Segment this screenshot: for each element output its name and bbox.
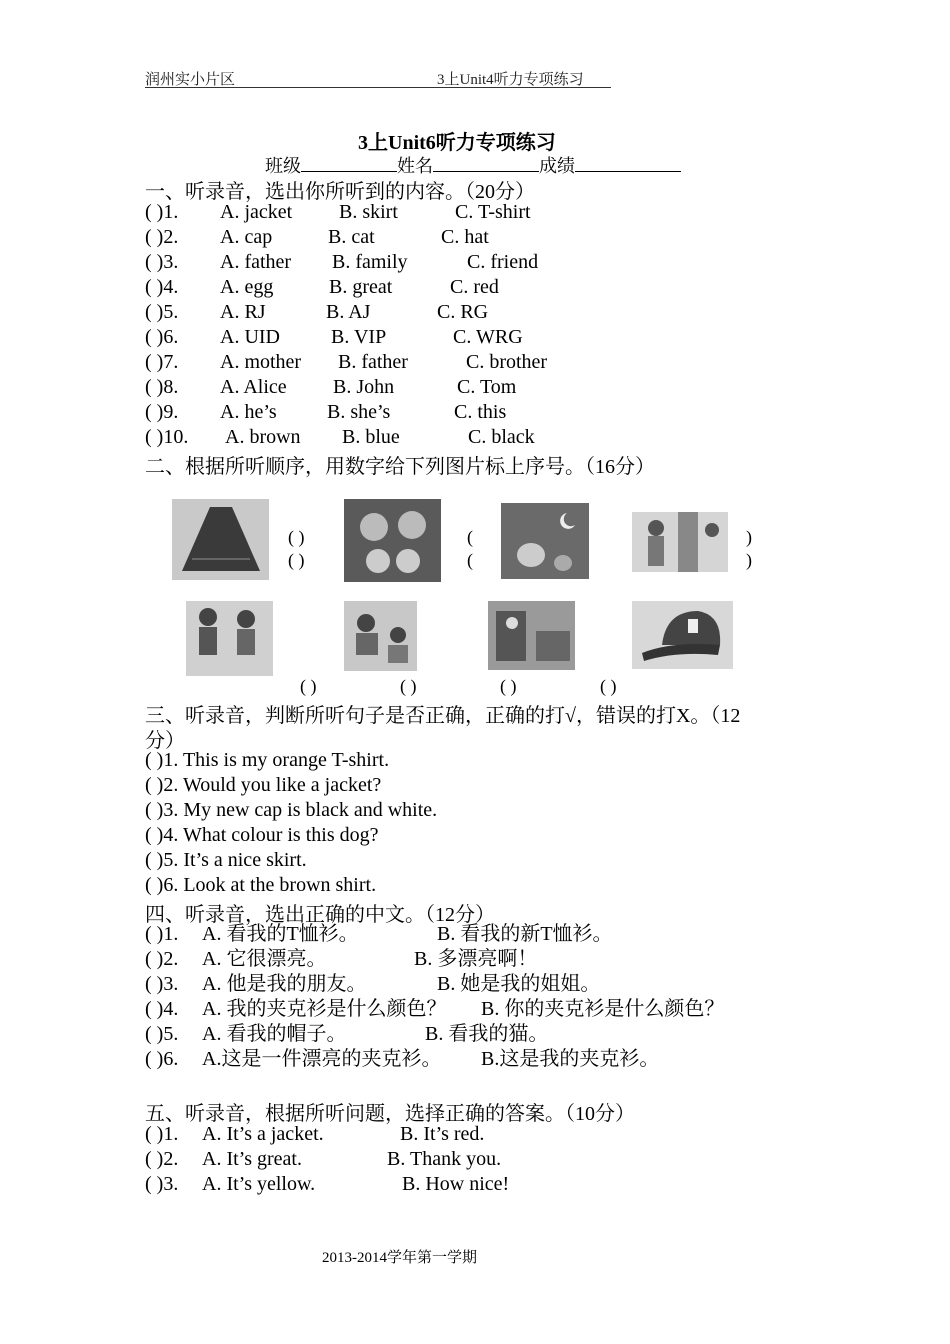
paren-5[interactable]: ( )	[300, 676, 317, 696]
paren-7[interactable]: ( )	[500, 676, 517, 696]
section4-heading: 四、听录音，选出正确的中文。（12分）	[145, 904, 495, 926]
answer-paren[interactable]: ( )6.	[145, 326, 179, 348]
answer-paren[interactable]: ( )3.	[145, 251, 179, 273]
section3-heading: 三、听录音，判断所听句子是否正确，正确的打√，错误的打X。（12	[145, 705, 741, 727]
option-c: C. hat	[441, 226, 489, 248]
option-b: B. It’s red.	[400, 1123, 485, 1145]
section3-heading-cont: 分）	[145, 730, 185, 752]
two-kids-picture	[186, 601, 273, 676]
answer-paren[interactable]: ( )2.	[145, 1148, 179, 1170]
option-a: A. 看我的帽子。	[202, 1023, 347, 1045]
paren-4b[interactable]: )	[746, 550, 752, 570]
option-b: B. family	[332, 251, 408, 273]
option-a: A. UID	[220, 326, 280, 348]
option-b: B. Thank you.	[387, 1148, 502, 1170]
option-a: A. mother	[220, 351, 302, 373]
name-field[interactable]	[433, 154, 539, 172]
paren-4a[interactable]: )	[746, 527, 752, 547]
option-b: B. cat	[328, 226, 375, 248]
option-a: A. 看我的T恤衫。	[202, 923, 359, 945]
paren-1a[interactable]: ( )	[288, 527, 305, 547]
option-c: C. red	[450, 276, 499, 298]
option-b: B. 你的夹克衫是什么颜色？	[481, 998, 725, 1020]
option-a: A. he’s	[220, 401, 277, 423]
option-a: A. It’s a jacket.	[202, 1123, 324, 1145]
option-b: B. How nice!	[402, 1173, 510, 1195]
option-c: C. WRG	[453, 326, 523, 348]
option-a: A. egg	[220, 276, 274, 298]
option-b: B. 多漂亮啊！	[414, 948, 538, 970]
page-title: 3上Unit6听力专项练习	[358, 132, 556, 154]
answer-paren[interactable]: ( )1.	[145, 201, 179, 223]
answer-paren[interactable]: ( )9.	[145, 401, 179, 423]
paren-2b[interactable]: (	[467, 550, 473, 570]
option-b: B. father	[338, 351, 408, 373]
option-a: A.这是一件漂亮的夹克衫。	[202, 1048, 442, 1070]
option-c: C. T-shirt	[455, 201, 531, 223]
answer-paren[interactable]: ( )8.	[145, 376, 179, 398]
answer-paren[interactable]: ( )10.	[145, 426, 189, 448]
skirt-picture	[172, 499, 269, 580]
statement[interactable]: ( )2. Would you like a jacket?	[145, 774, 382, 796]
answer-paren[interactable]: ( )3.	[145, 1173, 179, 1195]
answer-paren[interactable]: ( )5.	[145, 301, 179, 323]
paren-2a[interactable]: (	[467, 527, 473, 547]
option-b: B. AJ	[326, 301, 371, 323]
footer-text: 2013-2014学年第一学期	[322, 1250, 477, 1266]
option-a: A. jacket	[220, 201, 293, 223]
option-b: B. 看我的新T恤衫。	[437, 923, 613, 945]
name-label: 姓名	[397, 156, 433, 176]
statement[interactable]: ( )3. My new cap is black and white.	[145, 799, 438, 821]
option-b: B. blue	[342, 426, 400, 448]
option-b: B.这是我的夹克衫。	[481, 1048, 660, 1070]
class-field[interactable]	[301, 154, 397, 172]
option-a: A. 我的夹克衫是什么颜色？	[202, 998, 447, 1020]
answer-paren[interactable]: ( )5.	[145, 1023, 179, 1045]
score-field[interactable]	[575, 154, 681, 172]
option-a: A. Alice	[220, 376, 287, 398]
paren-1b[interactable]: ( )	[288, 550, 305, 570]
option-b: B. VIP	[331, 326, 387, 348]
answer-paren[interactable]: ( )6.	[145, 1048, 179, 1070]
answer-paren[interactable]: ( )2.	[145, 948, 179, 970]
option-b: B. skirt	[339, 201, 398, 223]
night-scene-picture	[501, 503, 589, 579]
option-a: A. 他是我的朋友。	[202, 973, 367, 995]
option-a: A. brown	[225, 426, 301, 448]
score-label: 成绩	[539, 156, 575, 176]
section1-heading: 一、听录音，选出你所听到的内容。（20分）	[145, 181, 535, 203]
street-scene-picture	[488, 601, 575, 670]
option-b: B. great	[329, 276, 393, 298]
option-c: C. this	[454, 401, 507, 423]
statement[interactable]: ( )5. It’s a nice skirt.	[145, 849, 307, 871]
option-c: C. brother	[466, 351, 548, 373]
option-b: B. 看我的猫。	[425, 1023, 549, 1045]
answer-paren[interactable]: ( )4.	[145, 276, 179, 298]
option-a: A. father	[220, 251, 292, 273]
option-a: A. RJ	[220, 301, 266, 323]
answer-paren[interactable]: ( )7.	[145, 351, 179, 373]
paren-8[interactable]: ( )	[600, 676, 617, 696]
option-a: A. 它很漂亮。	[202, 948, 327, 970]
option-b: B. 她是我的姐姐。	[437, 973, 601, 995]
answer-paren[interactable]: ( )2.	[145, 226, 179, 248]
option-a: A. It’s great.	[202, 1148, 302, 1170]
answer-paren[interactable]: ( )3.	[145, 973, 179, 995]
header-left: 润州实小片区	[145, 72, 236, 88]
paren-6[interactable]: ( )	[400, 676, 417, 696]
header-divider	[145, 87, 611, 88]
answer-paren[interactable]: ( )4.	[145, 998, 179, 1020]
statement[interactable]: ( )6. Look at the brown shirt.	[145, 874, 377, 896]
option-b: B. she’s	[327, 401, 391, 423]
statement[interactable]: ( )4. What colour is this dog?	[145, 824, 379, 846]
header-right: 3上Unit4听力专项练习	[437, 72, 584, 88]
option-a: A. cap	[220, 226, 273, 248]
option-a: A. It’s yellow.	[202, 1173, 316, 1195]
option-c: C. Tom	[457, 376, 517, 398]
section5-heading: 五、听录音，根据所听问题，选择正确的答案。（10分）	[145, 1103, 635, 1125]
section2-heading: 二、根据所听顺序，用数字给下列图片标上序号。（16分）	[145, 456, 655, 478]
answer-paren[interactable]: ( )1.	[145, 1123, 179, 1145]
answer-paren[interactable]: ( )1.	[145, 923, 179, 945]
option-c: C. RG	[437, 301, 489, 323]
option-c: C. black	[468, 426, 535, 448]
option-c: C. friend	[467, 251, 539, 273]
class-label: 班级	[265, 156, 301, 176]
cap-picture	[632, 601, 733, 669]
option-b: B. John	[333, 376, 395, 398]
girls-picture	[632, 512, 728, 572]
statement[interactable]: ( )1. This is my orange T-shirt.	[145, 749, 390, 771]
boys-playing-picture	[344, 601, 417, 671]
family-picture	[344, 499, 441, 582]
